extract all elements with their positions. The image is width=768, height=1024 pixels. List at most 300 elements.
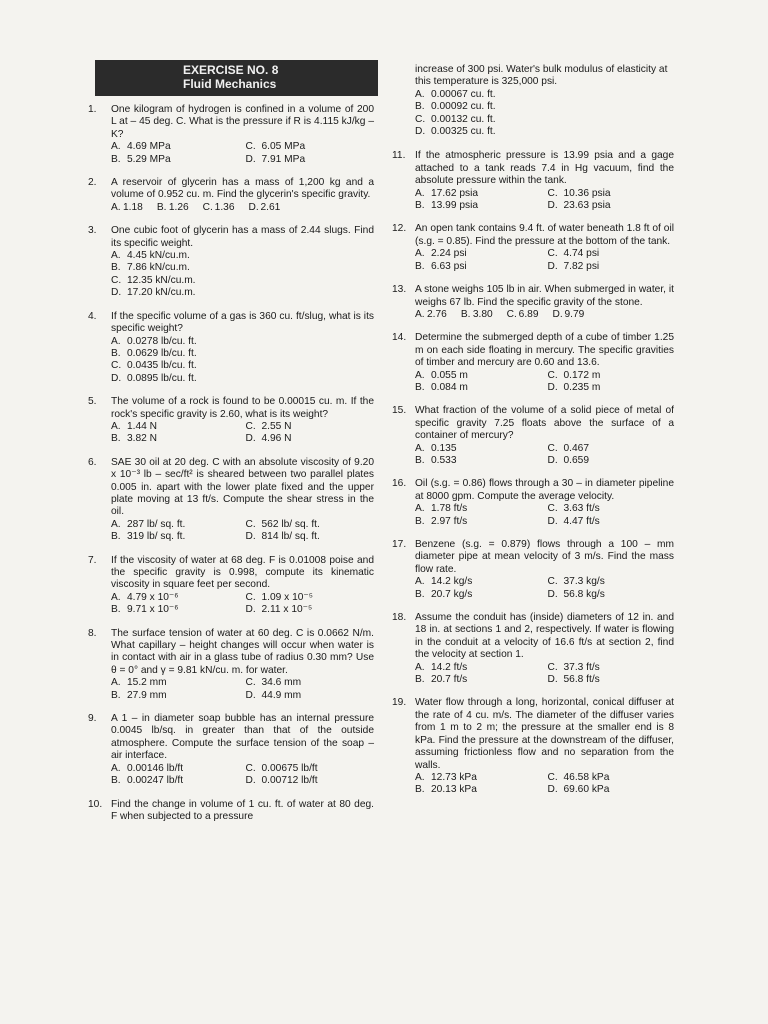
option-letter: A. xyxy=(415,308,425,320)
option-letter: B. xyxy=(415,674,425,686)
option-letter: C. xyxy=(111,274,122,286)
option-letter: C. xyxy=(245,518,256,530)
question-number: 17. xyxy=(392,539,407,550)
question-number: 2. xyxy=(88,177,97,189)
option-text: 2.97 ft/s xyxy=(431,515,468,527)
answer-option xyxy=(111,336,374,348)
question-item xyxy=(88,555,374,617)
option-letter: B. xyxy=(415,515,425,527)
answer-option xyxy=(111,604,240,616)
answer-option xyxy=(548,662,675,674)
option-text: 0.00325 cu. ft. xyxy=(431,126,496,138)
option-letter: A. xyxy=(111,250,121,262)
option-text: 2.55 N xyxy=(261,420,292,432)
answer-option xyxy=(111,690,240,702)
option-text: 0.533 xyxy=(431,454,457,466)
answer-option xyxy=(246,519,375,531)
question-number: 8. xyxy=(88,627,97,639)
continuation-options xyxy=(415,89,674,139)
question-number: 5. xyxy=(88,396,97,408)
answer-option xyxy=(415,309,447,321)
option-text: 7.86 kN/cu.m. xyxy=(127,262,190,274)
option-letter: A. xyxy=(111,762,121,774)
question-item xyxy=(88,628,374,702)
option-letter: C. xyxy=(547,771,558,783)
question-stem: One kilogram of hydrogen is confined in a volume of 200 L at – 45 deg. C. What is the pressure if R is 4.115 kJ/kg – K? xyxy=(111,104,374,140)
answer-options xyxy=(111,592,374,617)
option-letter: C. xyxy=(245,591,256,603)
question-stem: If the specific volume of a gas is 360 cu. ft/slug, what is its specific weight? xyxy=(111,310,374,335)
question-item xyxy=(392,284,674,321)
option-text: 0.0629 lb/cu. ft. xyxy=(127,347,197,359)
option-letter: C. xyxy=(202,201,213,213)
option-letter: A. xyxy=(111,335,121,347)
option-text: 562 lb/ sq. ft. xyxy=(261,518,320,530)
answer-option xyxy=(548,248,675,260)
question-number: 7. xyxy=(88,554,97,566)
question-stem: Determine the submerged depth of a cube of timber 1.25 m on each side floating in mercury. The specific gravities of timber and mercury are 0.60 and 13.6. xyxy=(415,332,674,369)
option-letter: D. xyxy=(547,784,558,796)
option-text: 13.99 psia xyxy=(431,200,479,212)
answer-option xyxy=(548,503,675,515)
option-text: 27.9 mm xyxy=(127,689,167,701)
answer-option xyxy=(111,775,240,787)
answer-option xyxy=(246,531,375,543)
option-letter: C. xyxy=(547,661,558,673)
answer-option xyxy=(246,763,375,775)
option-text: 0.0895 lb/cu. ft. xyxy=(127,372,197,384)
option-letter: C. xyxy=(547,576,558,588)
answer-option xyxy=(246,421,375,433)
answer-option xyxy=(548,200,675,212)
option-text: 20.7 kg/s xyxy=(431,588,473,600)
option-letter: B. xyxy=(111,689,121,701)
option-letter: D. xyxy=(547,381,558,393)
answer-option xyxy=(415,455,542,467)
option-letter: A. xyxy=(111,591,121,603)
answer-options xyxy=(111,519,374,544)
answer-option xyxy=(461,309,493,321)
option-letter: D. xyxy=(111,372,122,384)
option-text: 10.36 psia xyxy=(563,187,611,199)
answer-option xyxy=(415,382,542,394)
question-item xyxy=(392,332,674,394)
answer-option xyxy=(548,576,675,588)
option-letter: A. xyxy=(111,677,121,689)
option-letter: D. xyxy=(547,515,558,527)
question-stem: Benzene (s.g. = 0.879) flows through a 100 – mm diameter pipe at mean velocity of 3 m/s. Find the mass flow rate. xyxy=(415,539,674,575)
option-text: 4.69 MPa xyxy=(127,141,171,153)
question-number: 12. xyxy=(392,223,407,235)
option-letter: D. xyxy=(245,531,256,543)
option-text: 2.61 xyxy=(260,201,281,213)
option-text: 0.00247 lb/ft xyxy=(127,775,184,787)
answer-options xyxy=(111,202,374,214)
option-letter: A. xyxy=(415,369,425,381)
option-text: 814 lb/ sq. ft. xyxy=(261,531,320,543)
option-letter: A. xyxy=(111,201,121,213)
option-text: 1.78 ft/s xyxy=(431,503,468,515)
option-letter: B. xyxy=(111,153,121,165)
answer-option xyxy=(111,154,240,166)
answer-option xyxy=(415,188,542,200)
question-number: 18. xyxy=(392,612,407,624)
answer-option xyxy=(111,275,374,287)
answer-option xyxy=(111,677,240,689)
question-item xyxy=(88,104,374,166)
answer-option xyxy=(548,589,675,601)
answer-option xyxy=(507,309,539,321)
option-letter: C. xyxy=(415,113,426,125)
answer-options xyxy=(415,309,674,321)
option-letter: C. xyxy=(245,677,256,689)
option-text: 6.05 MPa xyxy=(261,141,306,153)
answer-option xyxy=(248,202,280,214)
question-number: 1. xyxy=(88,104,97,115)
option-text: 0.00675 lb/ft xyxy=(261,762,318,774)
question-item xyxy=(88,225,374,299)
answer-option xyxy=(548,516,675,528)
question-item xyxy=(392,405,674,467)
option-text: 0.00092 cu. ft. xyxy=(431,101,496,113)
question-item xyxy=(392,539,674,601)
option-letter: D. xyxy=(547,200,558,212)
option-text: 9.79 xyxy=(564,308,585,320)
option-text: 46.58 kPa xyxy=(563,771,610,783)
option-text: 0.00712 lb/ft xyxy=(261,775,318,787)
option-text: 6.63 psi xyxy=(431,260,467,272)
option-text: 0.172 m xyxy=(563,369,601,381)
option-letter: D. xyxy=(245,689,256,701)
option-text: 2.76 xyxy=(427,308,447,320)
answer-option xyxy=(111,360,374,372)
option-letter: A. xyxy=(111,518,121,530)
option-letter: C. xyxy=(547,248,558,260)
option-text: 1.26 xyxy=(168,201,189,213)
option-text: 0.135 xyxy=(431,442,457,454)
option-letter: A. xyxy=(415,88,425,100)
option-letter: D. xyxy=(547,588,558,600)
option-letter: B. xyxy=(111,262,121,274)
answer-option xyxy=(111,592,240,604)
option-letter: A. xyxy=(415,442,425,454)
answer-option xyxy=(552,309,584,321)
answer-option xyxy=(111,348,374,360)
question-stem: A stone weighs 105 lb in air. When submerged in water, it weighs 67 lb. Find the specific gravity of the stone. xyxy=(415,284,674,308)
option-text: 319 lb/ sq. ft. xyxy=(127,531,186,543)
answer-options xyxy=(111,421,374,446)
option-text: 7.91 MPa xyxy=(261,153,306,165)
answer-options xyxy=(415,772,674,797)
option-letter: D. xyxy=(552,308,563,320)
option-letter: A. xyxy=(111,141,121,153)
option-letter: C. xyxy=(245,420,256,432)
option-text: 12.35 kN/cu.m. xyxy=(127,274,196,286)
answer-option xyxy=(111,202,143,214)
answer-options xyxy=(111,677,374,702)
question-stem: If the viscosity of water at 68 deg. F is 0.01008 poise and the specific gravity is 0.998, compute its kinematic viscosity in square feet per second. xyxy=(111,554,374,591)
option-letter: B. xyxy=(415,260,425,272)
option-text: 4.79 x 10⁻⁶ xyxy=(127,591,179,603)
option-text: 2.24 psi xyxy=(431,248,467,260)
option-letter: A. xyxy=(415,771,425,783)
answer-option xyxy=(111,763,240,775)
option-letter: D. xyxy=(547,260,558,272)
question-item xyxy=(88,311,374,385)
question-number: 6. xyxy=(88,456,97,468)
option-letter: A. xyxy=(415,503,425,515)
answer-options xyxy=(415,188,674,213)
question-stem: One cubic foot of glycerin has a mass of 2.44 slugs. Find its specific weight. xyxy=(111,225,374,249)
option-letter: D. xyxy=(245,433,256,445)
answer-option xyxy=(111,433,240,445)
option-text: 0.00132 cu. ft. xyxy=(431,113,496,125)
option-text: 2.11 x 10⁻⁵ xyxy=(261,604,313,616)
option-text: 23.63 psia xyxy=(563,200,611,212)
option-letter: C. xyxy=(506,308,517,320)
option-letter: C. xyxy=(111,360,122,372)
answer-option xyxy=(415,674,542,686)
answer-option xyxy=(415,248,542,260)
option-text: 0.00146 lb/ft xyxy=(127,762,184,774)
answer-option xyxy=(415,576,542,588)
option-text: 14.2 ft/s xyxy=(431,661,468,673)
question-item xyxy=(88,713,374,787)
question-stem: Water flow through a long, horizontal, conical diffuser at the rate of 4 cu. m/s. The diameter of the diffuser varies from 1 m to 2 m; the pressure at the smaller end is 8 kPa. Find the pressure at the downstream of the diffuser, assuming frictionless flow and no separation from the walls. xyxy=(415,697,674,771)
option-letter: D. xyxy=(547,454,558,466)
answer-option xyxy=(111,373,374,385)
answer-option xyxy=(246,775,375,787)
answer-option xyxy=(548,443,675,455)
option-text: 6.89 xyxy=(518,308,539,320)
question-number: 11. xyxy=(392,150,406,162)
answer-option xyxy=(415,589,542,601)
option-text: 0.235 m xyxy=(563,381,601,393)
question-number: 13. xyxy=(392,284,407,296)
answer-options xyxy=(415,443,674,468)
option-letter: C. xyxy=(547,503,558,515)
option-text: 14.2 kg/s xyxy=(431,576,473,588)
option-text: 7.82 psi xyxy=(563,260,600,272)
question-stem: The surface tension of water at 60 deg. C is 0.0662 N/m. What capillary – height changes will occur when water is in contact with air in a glass tube of radius 0.30 mm? Use θ = 0° and γ = 9.81 kN/cu. m. for water. xyxy=(111,627,374,676)
left-column xyxy=(88,104,374,823)
question-number: 4. xyxy=(88,310,97,322)
question-number: 3. xyxy=(88,225,97,237)
option-letter: D. xyxy=(245,604,256,616)
option-text: 3.82 N xyxy=(127,433,158,445)
answer-options xyxy=(111,250,374,300)
option-letter: B. xyxy=(460,308,471,320)
option-text: 56.8 ft/s xyxy=(563,674,600,686)
option-text: 12.73 kPa xyxy=(431,771,477,783)
option-letter: B. xyxy=(156,201,167,213)
option-text: 1.36 xyxy=(214,201,235,213)
answer-option xyxy=(246,154,375,166)
option-letter: B. xyxy=(415,784,425,796)
question-item xyxy=(392,697,674,796)
option-letter: D. xyxy=(248,201,259,213)
question-number: 10. xyxy=(88,798,103,810)
answer-option xyxy=(415,516,542,528)
option-text: 5.29 MPa xyxy=(127,153,171,165)
question-stem: Oil (s.g. = 0.86) flows through a 30 – in diameter pipeline at 8000 gpm. Compute the average velocity. xyxy=(415,478,674,502)
answer-option xyxy=(548,188,675,200)
option-text: 0.467 xyxy=(563,442,589,454)
question-item xyxy=(88,457,374,544)
option-text: 37.3 ft/s xyxy=(563,661,600,673)
answer-option xyxy=(111,287,374,299)
question-stem: A reservoir of glycerin has a mass of 1,200 kg and a volume of 0.952 cu. m. Find the glycerin's specific gravity. xyxy=(111,177,374,201)
answer-option xyxy=(415,200,542,212)
option-letter: B. xyxy=(415,200,425,212)
option-letter: C. xyxy=(547,442,558,454)
option-letter: D. xyxy=(245,153,256,165)
option-letter: B. xyxy=(111,604,121,616)
option-text: 1.09 x 10⁻⁵ xyxy=(261,591,314,603)
option-text: 15.2 mm xyxy=(127,677,167,689)
option-letter: D. xyxy=(111,287,122,299)
answer-option xyxy=(203,202,235,214)
option-text: 287 lb/ sq. ft. xyxy=(127,518,186,530)
question-number: 14. xyxy=(392,332,407,344)
answer-option xyxy=(246,604,375,616)
answer-options xyxy=(415,370,674,395)
answer-option xyxy=(246,141,375,153)
answer-options xyxy=(111,141,374,166)
answer-option xyxy=(548,455,675,467)
option-letter: C. xyxy=(547,187,558,199)
answer-option xyxy=(415,370,542,382)
question-item xyxy=(88,396,374,446)
option-text: 3.80 xyxy=(472,308,493,320)
answer-option xyxy=(415,101,674,113)
question-stem: A 1 – in diameter soap bubble has an internal pressure 0.0045 lb/sq. in greater than that of the outside atmosphere. Compute the surface tension of the soap – air interface. xyxy=(111,713,374,762)
option-letter: A. xyxy=(415,661,425,673)
exercise-subtitle: Fluid Mechanics xyxy=(183,77,277,91)
answer-option xyxy=(415,662,542,674)
answer-options xyxy=(415,503,674,528)
question-stem: An open tank contains 9.4 ft. of water beneath 1.8 ft of oil (s.g. = 0.85). Find the pressure at the bottom of the tank. xyxy=(415,223,674,247)
option-text: 0.0435 lb/cu. ft. xyxy=(127,360,197,372)
question-item xyxy=(88,177,374,214)
answer-option xyxy=(246,690,375,702)
option-letter: B. xyxy=(111,531,121,543)
answer-option xyxy=(111,519,240,531)
exercise-title: EXERCISE NO. 8 xyxy=(183,63,279,77)
answer-option xyxy=(111,250,374,262)
option-letter: C. xyxy=(547,369,558,381)
question-10-continuation xyxy=(392,64,674,138)
option-letter: B. xyxy=(415,454,425,466)
question-stem: If the atmospheric pressure is 13.99 psia and a gage attached to a tank reads 7.4 in Hg vacuum, find the absolute pressure within the tank. xyxy=(415,150,674,187)
answer-option xyxy=(111,421,240,433)
option-text: 0.055 m xyxy=(431,369,468,381)
question-stem: What fraction of the volume of a solid piece of metal of specific gravity 7.25 floats above the surface of a container of mercury? xyxy=(415,405,674,442)
option-letter: D. xyxy=(415,126,426,138)
question-item xyxy=(392,223,674,273)
answer-option xyxy=(111,262,374,274)
option-letter: B. xyxy=(415,588,425,600)
answer-option xyxy=(548,784,675,796)
option-text: 3.63 ft/s xyxy=(563,503,600,515)
question-stem: The volume of a rock is found to be 0.00015 cu. m. If the rock's specific gravity is 2.60, what is its weight? xyxy=(111,396,374,420)
option-text: 0.00067 cu. ft. xyxy=(431,88,496,100)
option-text: 17.62 psia xyxy=(431,187,479,199)
option-text: 4.47 ft/s xyxy=(563,515,600,527)
option-text: 56.8 kg/s xyxy=(563,588,605,600)
right-column xyxy=(392,64,674,808)
exercise-header xyxy=(95,60,378,96)
answer-options xyxy=(415,576,674,601)
answer-option xyxy=(415,261,542,273)
answer-options xyxy=(111,763,374,788)
question-stem: SAE 30 oil at 20 deg. C with an absolute viscosity of 9.20 x 10⁻³ lb – sec/ft² is sheared between two parallel plates 0.005 in. apart with the lower plate fixed and the upper plate moving at 13 ft/s. Compute the shear stress in the oil. xyxy=(111,456,374,518)
option-letter: A. xyxy=(415,187,425,199)
question-number: 19. xyxy=(392,697,407,709)
option-text: 0.0278 lb/cu. ft. xyxy=(127,335,197,347)
option-text: 4.74 psi xyxy=(563,248,600,260)
option-text: 20.13 kPa xyxy=(431,784,477,796)
option-letter: C. xyxy=(245,141,256,153)
option-letter: A. xyxy=(415,248,425,260)
option-letter: C. xyxy=(245,762,256,774)
answer-option xyxy=(246,592,375,604)
option-letter: B. xyxy=(415,101,425,113)
option-letter: B. xyxy=(111,347,121,359)
question-item xyxy=(392,150,674,212)
option-text: 4.96 N xyxy=(261,433,292,445)
option-text: 34.6 mm xyxy=(261,677,302,689)
option-text: 37.3 kg/s xyxy=(563,576,605,588)
answer-option xyxy=(415,114,674,126)
answer-option xyxy=(111,531,240,543)
answer-options xyxy=(111,336,374,386)
option-text: 9.71 x 10⁻⁶ xyxy=(127,604,179,616)
option-text: 0.084 m xyxy=(431,381,468,393)
answer-option xyxy=(548,370,675,382)
option-letter: A. xyxy=(111,420,121,432)
question-stem: Assume the conduit has (inside) diameters of 12 in. and 18 in. at sections 1 and 2, respectively. If water is flowing in the conduit at a velocity of 16.6 ft/s at section 2, find the velocity at section 1. xyxy=(415,612,674,661)
answer-option xyxy=(548,772,675,784)
option-text: 0.659 xyxy=(563,454,589,466)
answer-option xyxy=(415,772,542,784)
option-letter: B. xyxy=(415,381,425,393)
answer-option xyxy=(548,674,675,686)
option-letter: D. xyxy=(547,674,558,686)
question-number: 9. xyxy=(88,713,97,725)
question-number: 15. xyxy=(392,405,407,417)
answer-option xyxy=(415,89,674,101)
answer-option xyxy=(157,202,189,214)
option-text: 69.60 kPa xyxy=(563,784,610,796)
answer-option xyxy=(415,503,542,515)
option-text: 20.7 ft/s xyxy=(431,674,468,686)
continuation-text: increase of 300 psi. Water's bulk modulus of elasticity at this temperature is 325,000 psi. xyxy=(415,64,668,88)
option-text: 17.20 kN/cu.m. xyxy=(127,287,196,299)
answer-options xyxy=(415,248,674,273)
question-item xyxy=(392,612,674,686)
option-letter: D. xyxy=(245,775,256,787)
answer-option xyxy=(246,677,375,689)
question-item xyxy=(88,799,374,824)
answer-option xyxy=(548,382,675,394)
question-item xyxy=(392,478,674,528)
option-letter: B. xyxy=(111,775,121,787)
option-letter: A. xyxy=(415,576,425,588)
answer-options xyxy=(415,662,674,687)
question-stem: Find the change in volume of 1 cu. ft. of water at 80 deg. F when subjected to a pressure xyxy=(111,798,374,822)
answer-option xyxy=(246,433,375,445)
